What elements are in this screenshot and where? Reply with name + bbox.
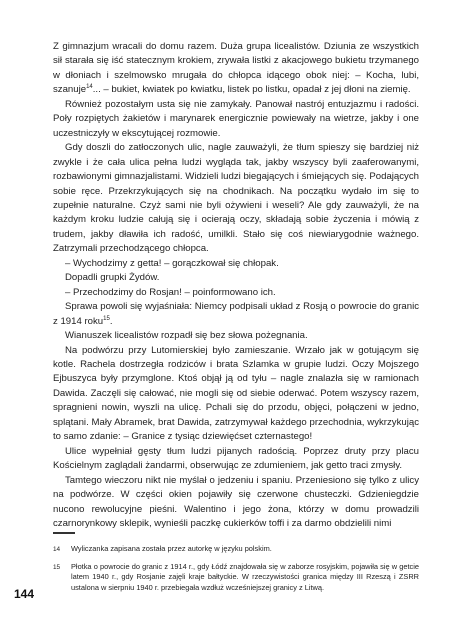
paragraph-text-continued: . [109, 315, 113, 327]
paragraph: Tamtego wieczoru nikt nie myślał o jedzeniu i spaniu. Przeniesiono się tylko z ulicy na podwórze. W części okien pojawiły się czerwone chusteczki. Gdzieniegdzie nucono rewolucyjne pieśni. Walentino i jego żona, którzy w domu prowadzili czarnorynkowy sklepik, wynieśli paczkę cukierków toffi i za darmo obdzielili nimi [53, 474, 419, 529]
paragraph: Ulice wypełniał gęsty tłum ludzi pijanych radością. Poprzez druty przy placu Kościelnym zaglądali żandarmi, obserwując ze zdumieniem, jak getto traci zmysły. [53, 445, 419, 472]
paragraph-text: Z gimnazjum wracali do domu razem. Duża grupa licealistów. Dziunia ze wszystkich sił starała się iść statecznym krokiem, zrywała listki z akacjowego bukietu trzymanego w dłoniach i szelmowsko mrugała do chłopca idącego obok niej: – Kocha, lubi, szanuje [53, 41, 419, 96]
paragraph: Gdy doszli do zatłoczonych ulic, nagle zauważyli, że tłum spieszy się bardziej niż zwykle i że cała ulica pełna ludzi wygląda tak, jakby wszyscy byli zaaferowanymi, rozbawionymi gimnazjalistami. Widzieli ludzi biegających i śmiejących się. Podających sobie ręce. Przekrzykujących się na chodnikach. Na początku wydało im się to zupełnie naturalne. Czyż sami nie byli ożywieni i weseli? Ale gdy zauważyli, że na każdym kroku ludzie całują się i ocierają oczy, składają sobie życzenia i mówią z trudem, jakby dławiła ich radość, umilkli. Stało się coś niewiarygodnie ważnego. Zatrzymali przechodzącego chłopca. [53, 142, 419, 255]
paragraph-text-continued: ... – bukiet, kwiatek po kwiatku, listek po listku, opadał z jej dłoni na ziemię. [92, 84, 411, 96]
footnote-text: Wyliczanka zapisana została przez autorkę w języku polskim. [71, 544, 272, 553]
footnote-number: 14 [53, 546, 61, 553]
footnote-number: 15 [53, 563, 61, 571]
footnotes [53, 544, 419, 599]
paragraph: Również pozostałym usta się nie zamykały. Panował nastrój entuzjazmu i radości. Poły rozpiętych żakietów i marynarek energicznie powiewały na wietrze, jakby i one uczestniczyły w ekscytującej rozmowie. [53, 98, 419, 139]
paragraph: – Przechodzimy do Rosjan! – poinformowano ich. [65, 286, 276, 298]
paragraph: – Wychodzimy z getta! – gorączkował się chłopak. [65, 257, 279, 269]
paragraph: Dopadli grupki Żydów. [65, 272, 160, 284]
footnote-separator [53, 532, 75, 534]
paragraph: Na podwórzu przy Lutomierskiej było zamieszanie. Wrzało jak w gotującym się kotle. Rachela dostrzegła rodziców i brata Szlamka w grupie ludzi. Oczy Mojszego Ejbuszyca były przymglone. Ktoś objął ją od tyłu – nagle znalazła się w ramionach Dawida. Zaczęli się całować, nie mogli się od siebie oderwać. Potem wszyscy razem, spragnieni nowin, wyszli na ulicę. Pchali się do przodu, objęci, połączeni w jedno, splątani. Mały Abramek, brat Dawida, zatrzymywał każdego przechodnia, wykrzykując to samo zdanie: – Granice z tysiąc dziewięćset czternastego! [53, 344, 419, 443]
paragraph: Wianuszek licealistów rozpadł się bez słowa pożegnania. [65, 330, 308, 342]
footnote [53, 562, 419, 594]
footnote-ref: 15 [103, 315, 110, 322]
paragraph [53, 40, 419, 98]
footnote-text: Płotka o powrocie do granic z 1914 r., gdy Łódź znajdowała się w zaborze rosyjskim, pojawiła się w getcie latem 1940 r., gdy Rosjanie zajęli kraje bałtyckie. W rzeczywistości granica między III Rzeszą i ZSRR ustalona w sierpniu 1940 r. przebiegała wzdłuż wcześniejszej granicy z Litwą. [71, 561, 419, 592]
paragraph-text: Sprawa powoli się wyjaśniała: Niemcy podpisali układ z Rosją o powrocie do granic z 1914 roku [53, 301, 419, 327]
footnote [53, 544, 419, 556]
page-number: 144 [14, 587, 35, 601]
paragraph [53, 300, 419, 329]
footnote-ref: 14 [86, 84, 93, 91]
body-text [53, 40, 419, 531]
